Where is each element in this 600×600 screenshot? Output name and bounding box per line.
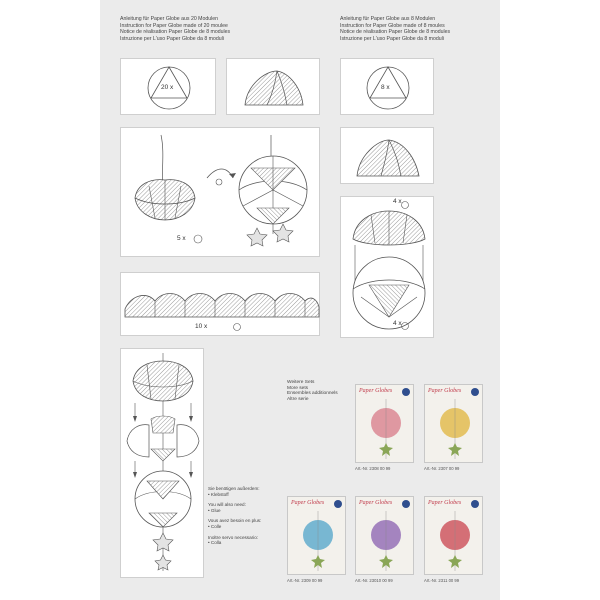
more-sets-line: Weitere Sets <box>287 380 315 385</box>
product-title: Paper Globes <box>428 388 462 394</box>
count-label: 5 x <box>177 235 186 242</box>
step-hanging-chain <box>120 348 204 578</box>
garland-diagram <box>121 273 321 337</box>
materials-item: • Colle <box>208 523 222 529</box>
header-line: Istruzione per L'uso Paper Globe da 8 moduli <box>340 35 444 42</box>
dome-module-diagram <box>341 128 435 185</box>
count-label: 10 x <box>195 323 208 330</box>
header-line: Anleitung für Paper Globe aus 20 Modulen <box>120 16 219 22</box>
count-label: 4 x <box>393 320 402 327</box>
materials-item: • Klebstoff <box>208 491 229 497</box>
article-number: Art.-Nr. 2309 00 99 <box>287 578 323 583</box>
more-sets-line: More sets <box>287 385 309 391</box>
header-line: Notice de réalisation Paper Globe de 8 modules <box>340 29 451 36</box>
instruction-sheet <box>100 0 500 600</box>
dome-module-diagram <box>227 59 321 116</box>
product-photo <box>425 497 483 575</box>
materials-notes <box>208 486 261 546</box>
article-number: Art.-Nr. 2311 00 99 <box>424 578 460 583</box>
header-line: Notice de réalisation Paper Globe de 8 modules <box>120 29 231 36</box>
header-line: Anleitung für Paper Globe aus 8 Modulen <box>340 16 436 22</box>
materials-item: • Colla <box>208 540 222 546</box>
article-number: Art.-Nr. 23010 00 99 <box>355 578 393 583</box>
materials-title: Sie benötigen außerdem: <box>208 486 260 491</box>
header-line: Instruction for Paper Globe made of 8 moules <box>340 22 445 29</box>
count-label: 8 x <box>381 84 390 91</box>
materials-title: Vous avez besoin en plus: <box>208 518 262 524</box>
materials-title: Inoltre servo necessario: <box>208 534 259 540</box>
step-cut-circle-8 <box>340 58 434 115</box>
article-number: Art.-Nr. 2307 00 99 <box>424 466 460 471</box>
materials-title: You will also need: <box>208 502 246 508</box>
product-title: Paper Globes <box>359 500 393 506</box>
article-number: Art.-Nr. 2308 00 99 <box>355 466 391 471</box>
header-8-modules <box>340 16 450 42</box>
materials-item: • Glue <box>208 507 221 513</box>
product-card[interactable] <box>424 384 483 463</box>
header-line: Istruzione per L'uso Paper Globe da 8 moduli <box>120 35 224 42</box>
more-sets-line: Ensembles additionnels <box>287 391 338 397</box>
product-photo <box>425 385 483 463</box>
step-assemble-globe-20 <box>120 127 320 257</box>
step-assemble-globe-8 <box>340 196 434 338</box>
product-card[interactable] <box>355 384 414 463</box>
step-garland <box>120 272 320 336</box>
product-card[interactable] <box>287 496 346 575</box>
product-card[interactable] <box>355 496 414 575</box>
count-label: 20 x <box>161 84 174 91</box>
count-label: 4 x <box>393 198 402 205</box>
header-line: Instruction for Paper Globe made of 20 moulee <box>120 22 228 29</box>
product-title: Paper Globes <box>291 500 325 506</box>
product-photo <box>288 497 346 575</box>
more-sets-line: Altre serie <box>287 397 309 403</box>
step-module-dome <box>226 58 320 115</box>
product-photo <box>356 385 414 463</box>
header-20-modules <box>120 16 230 42</box>
hanging-chain-diagram <box>121 349 205 579</box>
step-module-dome-8 <box>340 127 434 184</box>
more-sets-label <box>287 380 338 403</box>
step-cut-circle-20 <box>120 58 216 115</box>
globe-8-assembly-diagram <box>341 197 435 339</box>
product-title: Paper Globes <box>359 388 393 394</box>
product-card[interactable] <box>424 496 483 575</box>
product-photo <box>356 497 414 575</box>
product-title: Paper Globes <box>428 500 462 506</box>
globe-assembly-diagram <box>121 128 321 258</box>
